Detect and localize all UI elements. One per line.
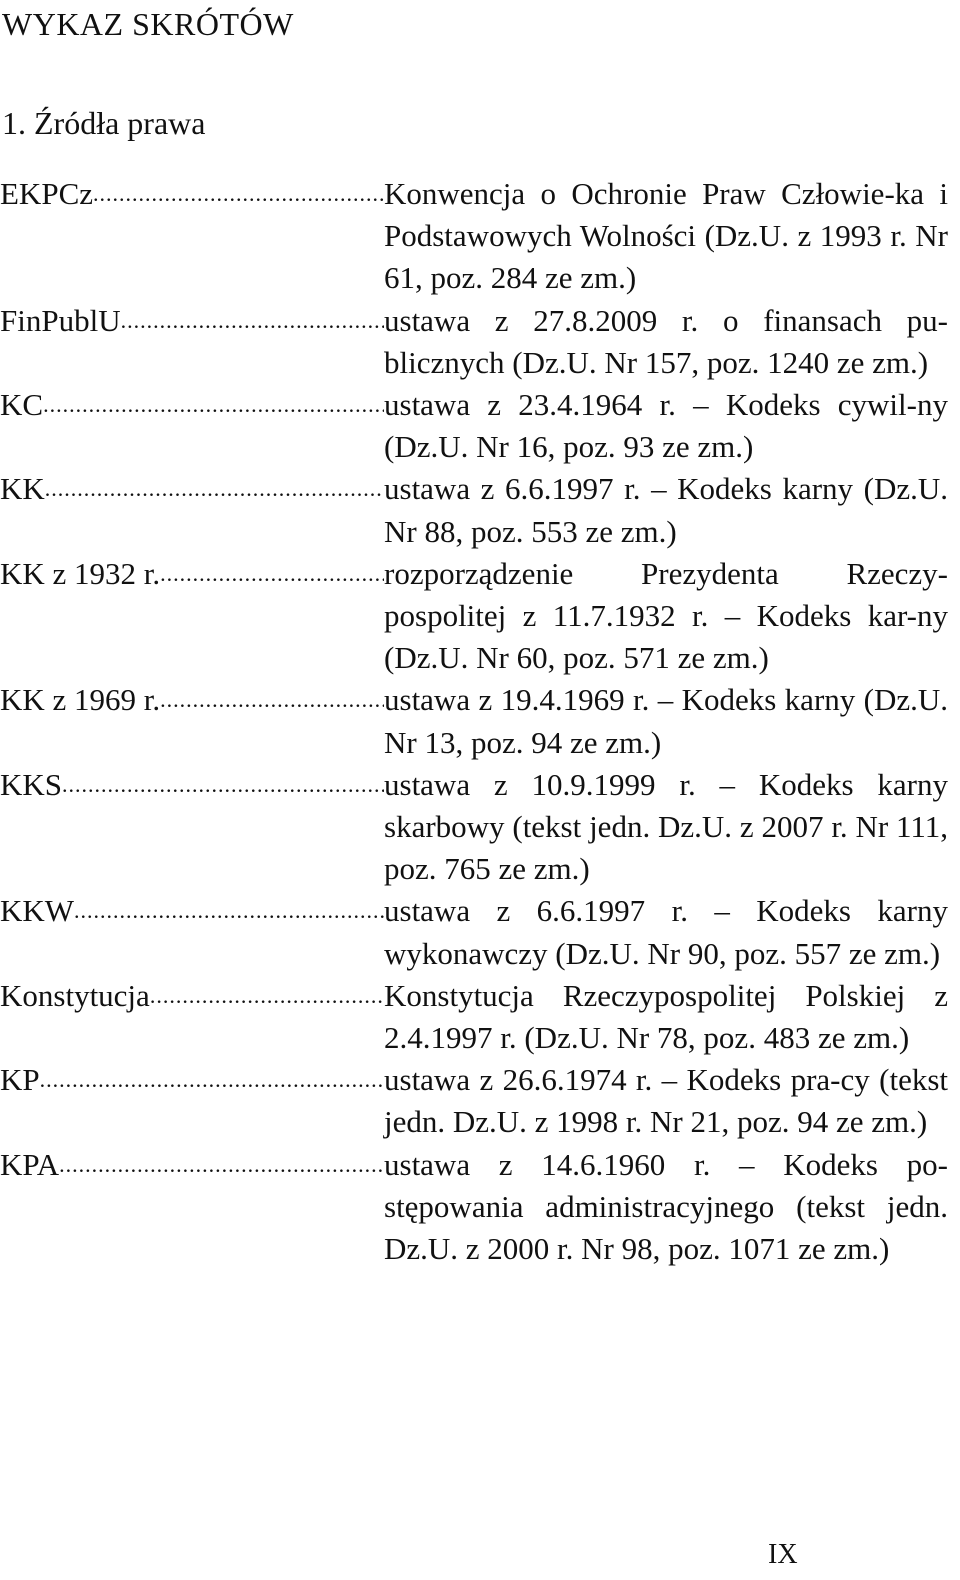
abbreviation-term xyxy=(0,468,384,510)
abbreviation-entry xyxy=(0,679,948,763)
abbreviation-label: KK xyxy=(0,471,45,507)
leader-dots xyxy=(93,173,384,215)
abbreviation-entry xyxy=(0,1144,948,1271)
abbreviation-description: ustawa z 10.9.1999 r. – Kodeks karny skarbowy (tekst jedn. Dz.U. z 2007 r. Nr 111, poz. 765 ze zm.) xyxy=(384,766,948,887)
abbreviation-label: KKW xyxy=(0,893,75,929)
abbreviation-label: KPA xyxy=(0,1146,60,1182)
abbreviation-entry xyxy=(0,764,948,891)
abbreviation-term xyxy=(0,173,384,215)
abbreviation-term xyxy=(0,764,384,806)
leader-dots xyxy=(74,890,384,932)
abbreviation-label: FinPublU xyxy=(0,302,121,338)
abbreviation-description: ustawa z 27.8.2009 r. o finansach pu-blicznych (Dz.U. Nr 157, poz. 1240 ze zm.) xyxy=(384,302,948,380)
abbreviation-description: ustawa z 6.6.1997 r. – Kodeks karny (Dz.U. Nr 88, poz. 553 ze zm.) xyxy=(384,471,948,549)
abbreviation-description: rozporządzenie Prezydenta Rzeczy-pospolitej z 11.7.1932 r. – Kodeks kar-ny (Dz.U. Nr 60, poz. 571 ze zm.) xyxy=(384,555,948,676)
leader-dots xyxy=(59,1144,384,1186)
abbreviation-label: KC xyxy=(0,387,44,423)
abbreviation-entry xyxy=(0,384,948,468)
abbreviation-term xyxy=(0,975,384,1017)
abbreviation-term xyxy=(0,1144,384,1186)
abbreviation-label: KK z 1932 r. xyxy=(0,555,161,591)
abbreviation-description: Konwencja o Ochronie Praw Człowie-ka i Podstawowych Wolności (Dz.U. z 1993 r. Nr 61, poz. 284 ze zm.) xyxy=(384,176,948,296)
abbreviation-description: ustawa z 19.4.1969 r. – Kodeks karny (Dz.U. Nr 13, poz. 94 ze zm.) xyxy=(384,682,948,760)
leader-dots xyxy=(40,1059,384,1101)
abbreviation-entry xyxy=(0,300,948,384)
abbreviation-entry xyxy=(0,553,948,680)
leader-dots xyxy=(160,679,384,721)
abbreviation-entry xyxy=(0,975,948,1059)
abbreviation-label: KKS xyxy=(0,766,63,802)
abbreviation-term xyxy=(0,890,384,932)
abbreviation-entry xyxy=(0,1059,948,1143)
leader-dots xyxy=(62,764,384,806)
abbreviation-label: EKPCz xyxy=(0,176,93,211)
abbreviation-description: ustawa z 26.6.1974 r. – Kodeks pra-cy (tekst jedn. Dz.U. z 1998 r. Nr 21, poz. 94 ze zm.) xyxy=(384,1062,948,1140)
abbreviation-label: Konstytucja xyxy=(0,977,150,1013)
abbreviation-list xyxy=(0,173,948,1270)
abbreviation-description: Konstytucja Rzeczypospolitej Polskiej z 2.4.1997 r. (Dz.U. Nr 78, poz. 483 ze zm.) xyxy=(384,977,948,1056)
abbreviation-term xyxy=(0,1059,384,1101)
abbreviation-term xyxy=(0,553,384,595)
abbreviation-entry xyxy=(0,468,948,552)
abbreviation-entry xyxy=(0,173,948,300)
abbreviation-description: ustawa z 6.6.1997 r. – Kodeks karny wykonawczy (Dz.U. Nr 90, poz. 557 ze zm.) xyxy=(384,893,948,971)
leader-dots xyxy=(121,300,384,342)
abbreviation-term xyxy=(0,384,384,426)
abbreviation-term xyxy=(0,679,384,721)
abbreviation-label: KK z 1969 r. xyxy=(0,682,161,718)
leader-dots xyxy=(43,384,384,426)
leader-dots xyxy=(160,553,384,595)
abbreviation-term xyxy=(0,300,384,342)
abbreviation-entry xyxy=(0,890,948,974)
abbreviation-description: ustawa z 14.6.1960 r. – Kodeks po-stępowania administracyjnego (tekst jedn. Dz.U. z 2000 r. Nr 98, poz. 1071 ze zm.) xyxy=(384,1146,948,1267)
page-number: IX xyxy=(768,1539,798,1570)
leader-dots xyxy=(45,468,384,510)
abbreviation-label: KP xyxy=(0,1062,40,1098)
abbreviation-description: ustawa z 23.4.1964 r. – Kodeks cywil-ny (Dz.U. Nr 16, poz. 93 ze zm.) xyxy=(384,387,948,465)
leader-dots xyxy=(150,975,384,1017)
section-heading: 1. Źródła prawa xyxy=(2,105,206,141)
page-title: WYKAZ SKRÓTÓW xyxy=(2,6,294,42)
